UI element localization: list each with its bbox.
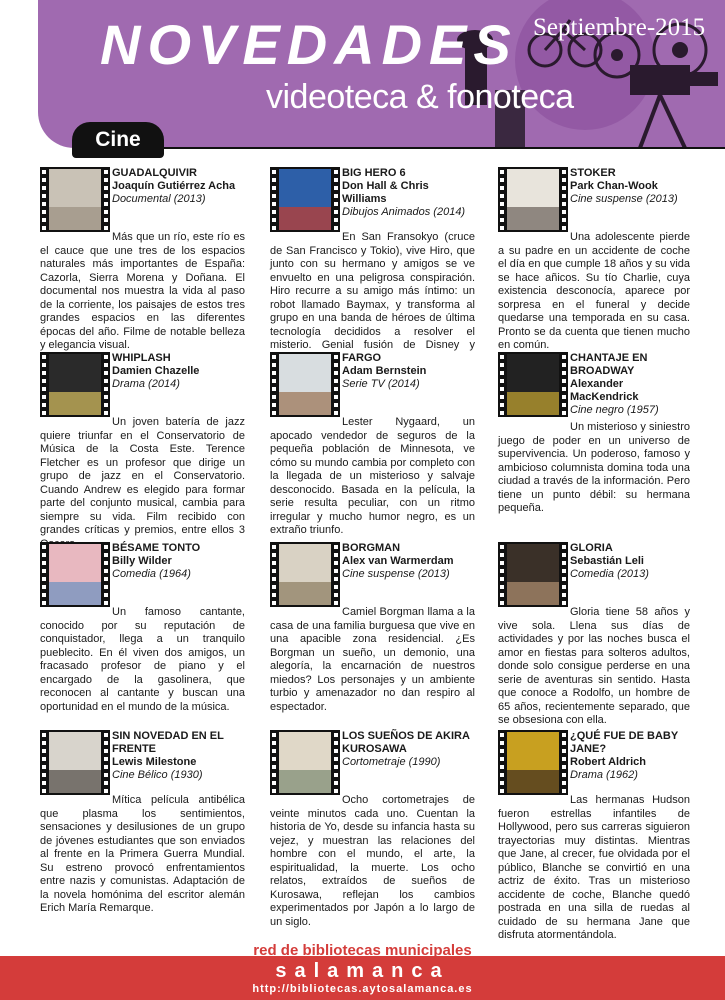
entry-genre: Comedia (1964) — [112, 568, 191, 580]
footer-network-name: red de bibliotecas municipales — [253, 942, 472, 959]
catalog-entry[interactable] — [40, 730, 245, 916]
section-tab-cine: Cine — [72, 122, 164, 158]
entry-description: Un misterioso y siniestro juego de poder en un universo de supervivencia. Un poderoso, famoso y ambicioso columnista domina toda una ciudad a través de la información. Pero tiene un punto débil: su hermana pequeña. — [498, 421, 690, 514]
catalog-entry[interactable] — [498, 542, 690, 728]
film-strip-poster-icon — [498, 167, 568, 232]
entry-header — [570, 167, 690, 227]
entry-director: Adam Bernstein — [342, 365, 427, 377]
entry-director: Robert Aldrich — [570, 756, 646, 768]
film-strip-poster-icon — [270, 167, 340, 232]
entry-director: Damien Chazelle — [112, 365, 200, 377]
entry-description: Más que un río, este río es el cauce que une tres de los espacios naturales más importantes de España: Cazorla, Sierra Morena y Doñana. El documental nos muestra la vida al paso de la corriente, los paisajes de estos tres grandes espacios en las diferentes épocas del año. Filme de notable belleza y elegancia visual. — [40, 231, 245, 351]
entry-genre: Documental (2013) — [112, 193, 206, 205]
entry-title: ¿QUÉ FUE DE BABY JANE? — [570, 730, 678, 755]
entry-title: STOKER — [570, 167, 616, 179]
entry-director: Alexander MacKendrick — [570, 378, 639, 403]
entry-director: Alex van Warmerdam — [342, 555, 454, 567]
entry-description: Un joven batería de jazz quiere triunfar en el Conservatorio de Música de la Costa Este. Terence Fletcher es un profesor que dirige un grupo de jazz en el Conservatorio. Cuando Andrew es elegido para formar parte del conjunto musical, cambia para siempre su vida. Film recibido con grandes críticas y premios, entre ellos 3 — [40, 416, 245, 536]
entry-title: BIG HERO 6 — [342, 167, 406, 179]
footer-bar — [0, 942, 725, 1000]
entry-header — [112, 352, 245, 412]
film-strip-poster-icon — [270, 542, 340, 607]
entry-title: WHIPLASH — [112, 352, 171, 364]
entry-description: Ocho cortometrajes de veinte minutos cada uno. Cuentan la historia de Yo, desde su infancia hasta su vejez, y muestran las relaciones del hombre con el mundo, el arte, la espiritualidad, la muerte. Los ocho relatos, extraídos de sueños de Kurosawa, reflejan los cambios experimentados por Japón a lo largo de un siglo. — [270, 794, 475, 928]
film-strip-poster-icon — [498, 352, 568, 417]
film-strip-poster-icon — [40, 167, 110, 232]
entry-header — [342, 167, 475, 227]
header-rule — [75, 147, 725, 149]
catalog-entry[interactable] — [270, 352, 475, 538]
entry-genre: Comedia (2013) — [570, 568, 649, 580]
entry-director: Billy Wilder — [112, 555, 172, 567]
footer-url[interactable]: http://bibliotecas.aytosalamanca.es — [252, 983, 473, 995]
page-subtitle: videoteca & fonoteca — [266, 78, 574, 116]
entry-description: En San Fransokyo (cruce de San Francisco y Tokio), vive Hiro, que junto con su hermano y amigos se ve envuelto en una peligrosa conspiración. Hiro recurre a su amigo más íntimo: un robot llamado Baymax, y transforma al grupo en una banda de héroes de última tecnología decididos a resolver el misterio. Genial fusión de Disney y — [270, 231, 475, 351]
footer-city: salamanca — [275, 960, 450, 982]
entry-description: Las hermanas Hudson fueron estrellas infantiles de Hollywood, pero sus carreras siguieron trayectorias muy distintas. Mientras que Jane, al crecer, fue olvidada por el público, Blanche se convirtió en una actriz de éxito. Tras un misterioso accidente de coche, Blanche quedó postrada en una silla de ruedas al cuidado de su hermana Jane que disfruta atormentándola. — [498, 794, 690, 941]
entry-director: Joaquín Gutiérrez Acha — [112, 180, 236, 192]
catalog-entry[interactable] — [40, 542, 245, 714]
catalog-entry[interactable] — [270, 167, 475, 366]
entry-title: LOS SUEÑOS DE AKIRA KUROSAWA — [342, 730, 470, 755]
catalog-entry[interactable] — [40, 167, 245, 353]
catalog-entry[interactable] — [498, 167, 690, 353]
catalog-entry[interactable] — [498, 352, 690, 516]
entry-header — [112, 730, 245, 790]
entry-genre: Serie TV (2014) — [342, 378, 420, 390]
film-strip-poster-icon — [40, 352, 110, 417]
entry-director: Sebastián Leli — [570, 555, 644, 567]
entry-header — [112, 542, 245, 602]
entry-genre: Cortometraje (1990) — [342, 756, 441, 768]
issue-date: Septiembre-2015 — [533, 14, 706, 41]
entry-genre: Drama (1962) — [570, 769, 638, 781]
entry-header — [570, 542, 690, 602]
entry-genre: Drama (2014) — [112, 378, 180, 390]
catalog-entry[interactable] — [40, 352, 245, 551]
entry-header — [112, 167, 245, 227]
entry-title: GLORIA — [570, 542, 613, 554]
film-strip-poster-icon — [40, 730, 110, 795]
entry-description: Gloria tiene 58 años y vive sola. Llena sus días de actividades y por las noches busca el amor en fiestas para solteros adultos, donde solo consigue perderse en una serie de aventuras sin sentido. Hasta que conoce a Rodolfo, un hombre de 65 años, recientemente separado, que se obsesiona con ella. — [498, 606, 690, 726]
entry-title: GUADALQUIVIR — [112, 167, 197, 179]
catalog-entry[interactable] — [270, 542, 475, 714]
film-strip-poster-icon — [270, 730, 340, 795]
entry-director: Lewis Milestone — [112, 756, 197, 768]
entry-genre: Cine negro (1957) — [570, 404, 659, 416]
entry-description: Una adolescente pierde a su padre en un accidente de coche el día en que cumple 18 años y su vida se hace añicos. Su tío Charlie, cuya existencia desconocía, aparece por sorpresa en el funeral y decide quedarse una temporada en su casa. Pronto se da cuenta que tienen mucho en común. — [498, 231, 690, 351]
entry-header — [570, 730, 690, 790]
entry-header — [342, 542, 475, 602]
entry-title: FARGO — [342, 352, 382, 364]
catalog-entry[interactable] — [270, 730, 475, 929]
entry-description: Un famoso cantante, conocido por su reputación de conquistador, llega a un tranquilo pueblecito. En él viven dos amigos, un fracasado profesor de piano y el encargado de la gasolinera, que reconocen al cantante y buscan una oportunidad en el mundo de la música. — [40, 606, 245, 713]
page-title: NOVEDADES — [100, 13, 518, 76]
entry-header — [342, 352, 475, 412]
entry-genre: Cine suspense (2013) — [342, 568, 450, 580]
entry-genre: Cine suspense (2013) — [570, 193, 678, 205]
entry-title: CHANTAJE EN BROADWAY — [570, 352, 648, 377]
film-strip-poster-icon — [40, 542, 110, 607]
entry-genre: Cine Bélico (1930) — [112, 769, 203, 781]
film-strip-poster-icon — [270, 352, 340, 417]
entry-genre: Dibujos Animados (2014) — [342, 206, 466, 218]
entry-director: Park Chan-Wook — [570, 180, 658, 192]
entry-title: SIN NOVEDAD EN EL FRENTE — [112, 730, 224, 755]
film-strip-poster-icon — [498, 730, 568, 795]
catalog-entry[interactable] — [498, 730, 690, 943]
entry-title: BORGMAN — [342, 542, 401, 554]
entry-director: Don Hall & Chris Williams — [342, 180, 429, 205]
entry-description: Mítica película antibélica que plasma los sentimientos, sensaciones y desilusiones de un grupo de jóvenes estudiantes que son enviados al frente en la Primera Guerra Mundial. Su estreno provocó enfrentamientos entre nazis y comunistas. Adaptación de la novela homónima del escritor alemán Erich María Remarque. — [40, 794, 245, 914]
entry-header — [342, 730, 475, 790]
entry-header — [570, 352, 690, 417]
entry-description: Camiel Borgman llama a la casa de una familia burguesa que vive en una apacible zona residencial. ¿Es Borgman un sueño, un demonio, una alegoría, la encarnación de nuestros miedos? Los personajes y un ambiente turbio y amenazador no dan respiro al espectador. — [270, 606, 475, 713]
entry-title: BÉSAME TONTO — [112, 542, 201, 554]
entry-description: Lester Nygaard, un apocado vendedor de seguros de la pequeña población de Minnesota, ve cómo su mundo cambia por completo con la llegada de un misterioso y salvaje desconocido. Basada en la película, la serie resulta peculiar, con un ritmo irregular y mucho humor negro, es un extraño triunfo. — [270, 416, 475, 536]
film-strip-poster-icon — [498, 542, 568, 607]
